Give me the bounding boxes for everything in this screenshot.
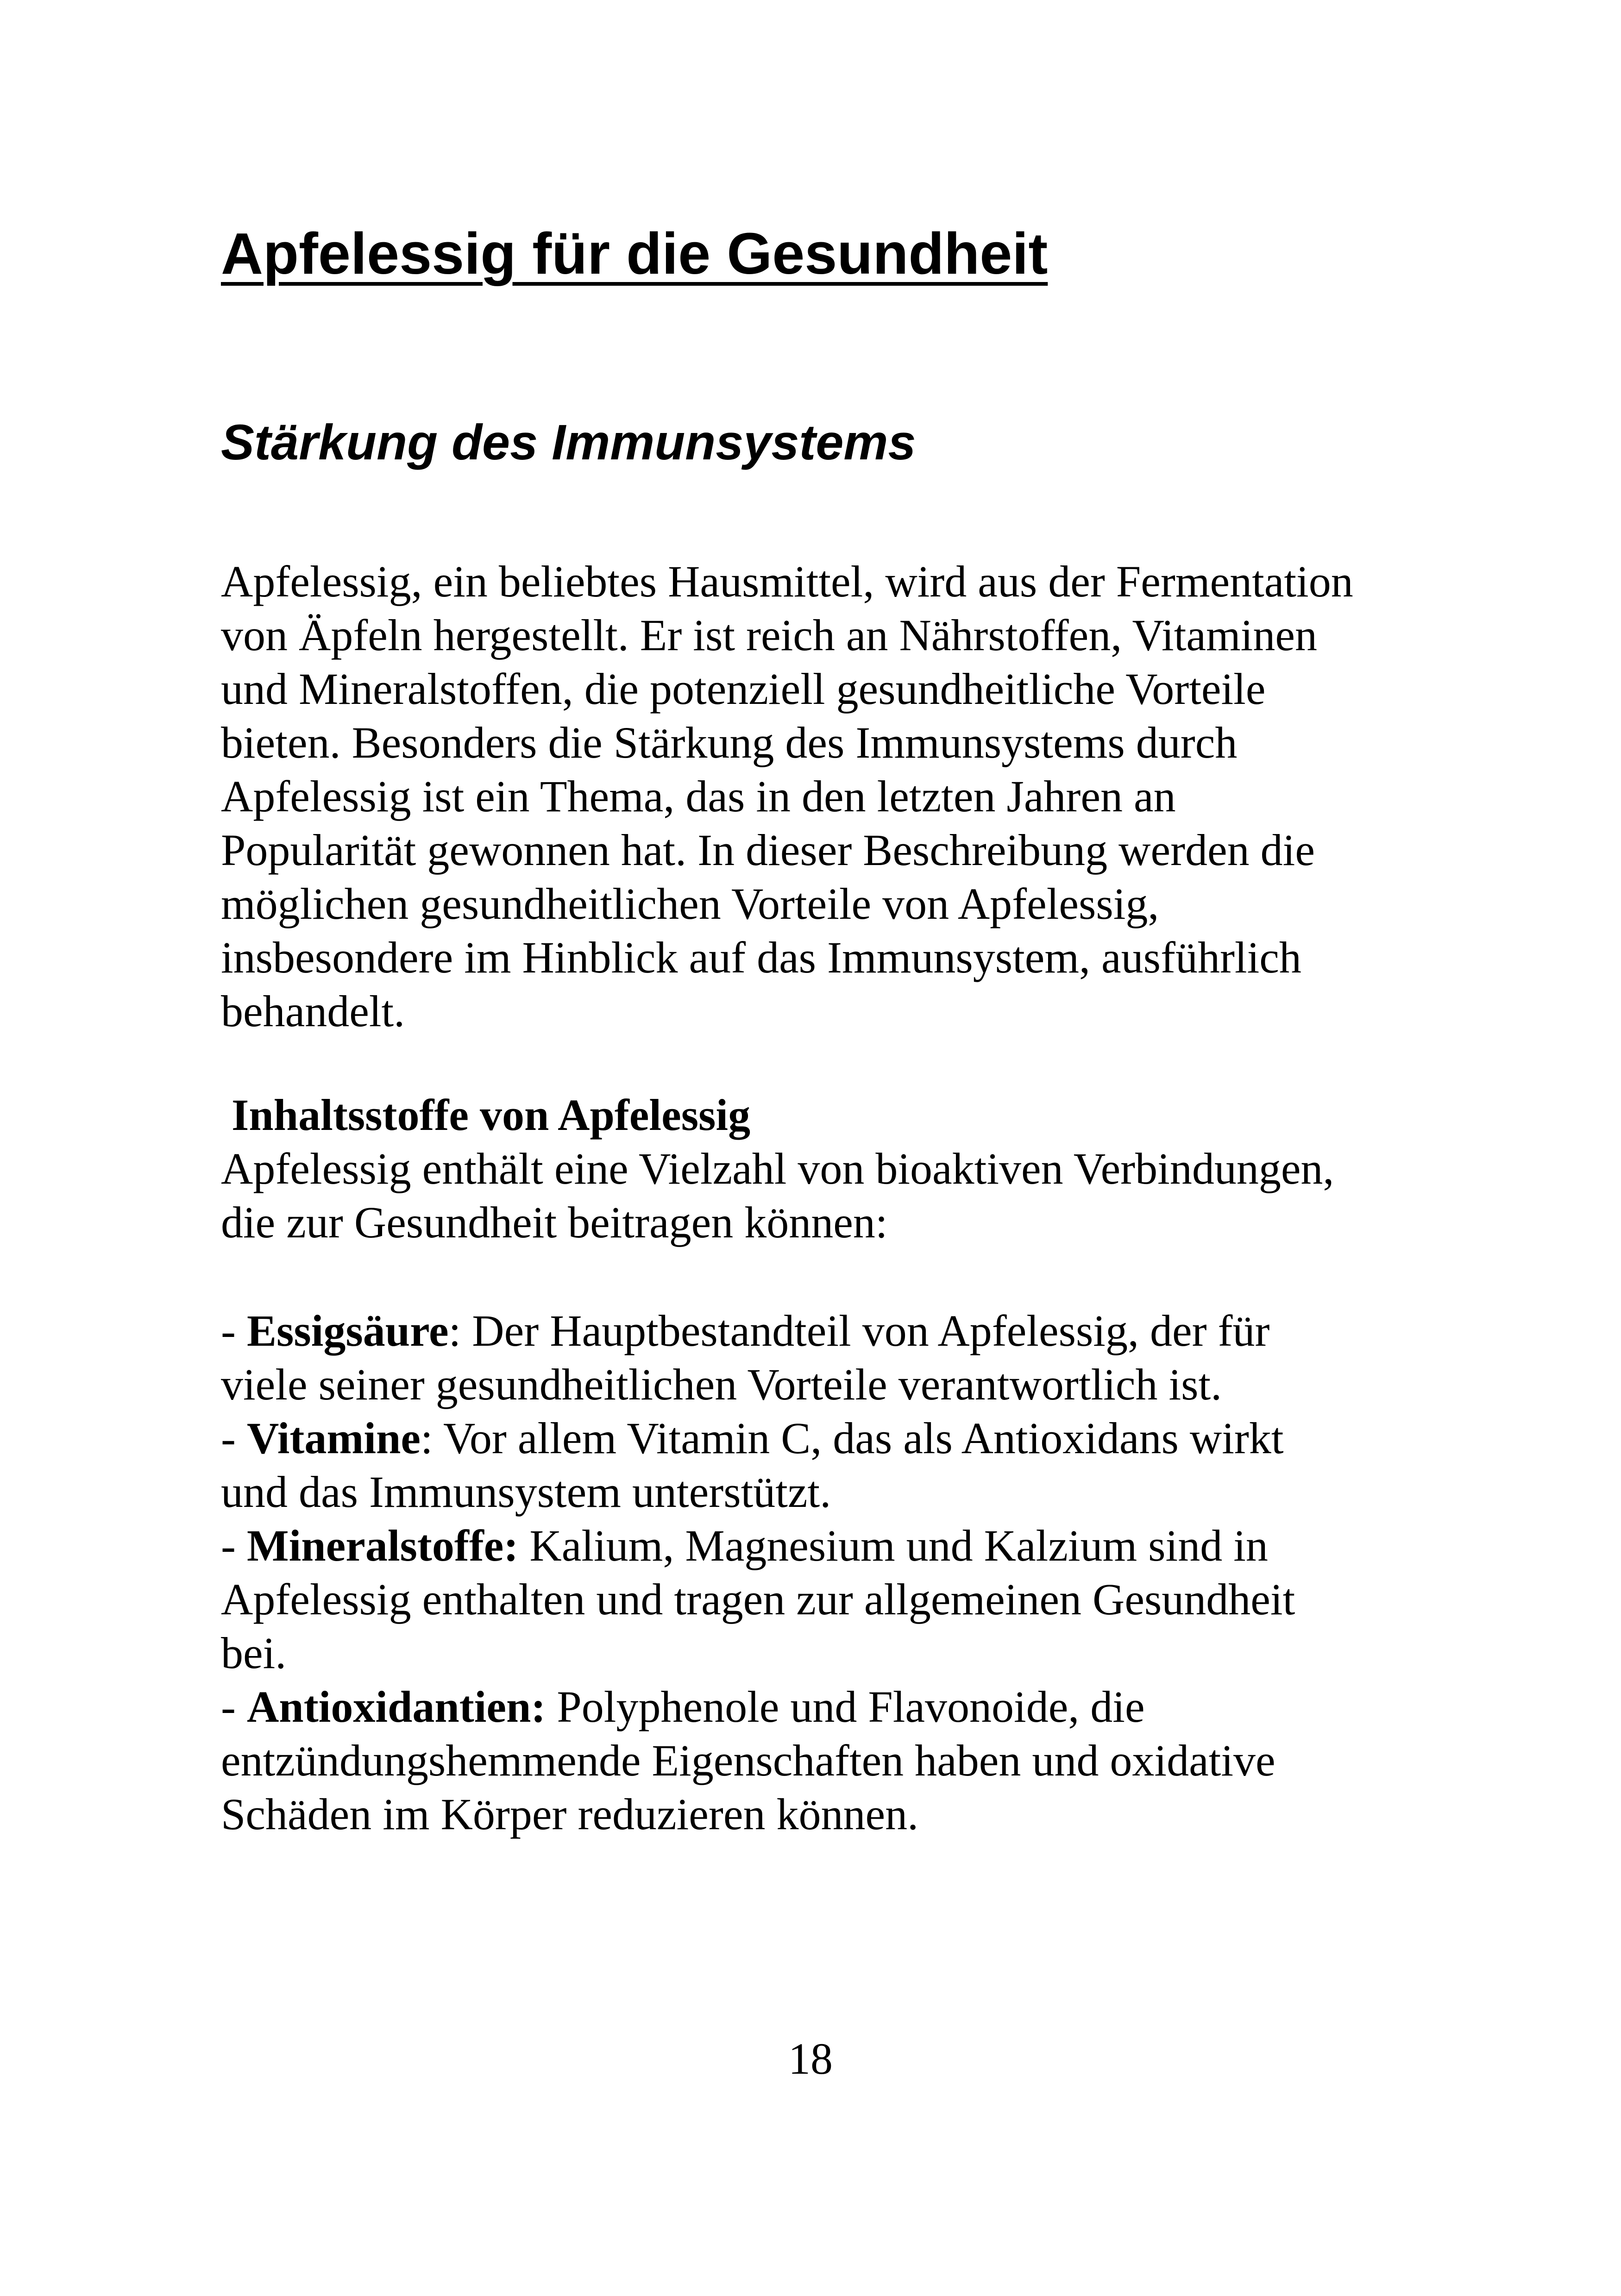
ingredient-list <box>221 1304 1434 1841</box>
text-line: möglichen gesundheitlichen Vorteile von Apfelessig, <box>221 879 1159 928</box>
list-item-continuation: Schäden im Körper reduzieren können. <box>221 1789 919 1839</box>
section-heading: Inhaltsstoffe von Apfelessig <box>232 1090 751 1140</box>
list-separator: : <box>448 1306 461 1355</box>
text-line: behandelt. <box>221 986 405 1036</box>
list-text: Polyphenole und Flavonoide, die <box>546 1682 1145 1731</box>
list-term: Essigsäure <box>246 1306 449 1355</box>
text-line: und Mineralstoffen, die potenziell gesundheitliche Vorteile <box>221 664 1266 714</box>
list-item-continuation: bei. <box>221 1628 287 1678</box>
list-item-continuation: Apfelessig enthalten und tragen zur allgemeinen Gesundheit <box>221 1575 1295 1624</box>
list-text: Vor allem Vitamin C, das als Antioxidans wirkt <box>433 1413 1284 1463</box>
list-item <box>221 1519 1434 1573</box>
list-bullet: - <box>221 1306 247 1355</box>
text-line: Popularität gewonnen hat. In dieser Beschreibung werden die <box>221 825 1315 875</box>
intro-paragraph <box>221 555 1434 1038</box>
list-item <box>221 1680 1434 1734</box>
text-line: Apfelessig, ein beliebtes Hausmittel, wird aus der Fermentation <box>221 557 1353 606</box>
list-bullet: - <box>221 1682 247 1731</box>
list-term: Antioxidantien: <box>246 1682 546 1731</box>
list-item-continuation: viele seiner gesundheitlichen Vorteile verantwortlich ist. <box>221 1360 1222 1409</box>
section-intro-paragraph <box>221 1142 1434 1249</box>
list-item <box>221 1411 1434 1465</box>
text-line: bieten. Besonders die Stärkung des Immunsystems durch <box>221 718 1238 767</box>
text-line: insbesondere im Hinblick auf das Immunsystem, ausführlich <box>221 933 1301 982</box>
list-text: Der Hauptbestandteil von Apfelessig, der für <box>461 1306 1270 1355</box>
list-term: Vitamine <box>246 1413 421 1463</box>
page-number: 18 <box>788 2034 833 2083</box>
text-line: Apfelessig ist ein Thema, das in den letzten Jahren an <box>221 772 1176 821</box>
section-subtitle: Stärkung des Immunsystems <box>221 414 916 470</box>
text-line: von Äpfeln hergestellt. Er ist reich an Nährstoffen, Vitaminen <box>221 610 1317 660</box>
list-item-continuation: und das Immunsystem unterstützt. <box>221 1467 831 1517</box>
list-bullet: - <box>221 1521 247 1570</box>
text-line: die zur Gesundheit beitragen können: <box>221 1198 888 1247</box>
text-line: Apfelessig enthält eine Vielzahl von bioaktiven Verbindungen, <box>221 1144 1334 1193</box>
list-item <box>221 1304 1434 1358</box>
page-title: Apfelessig für die Gesundheit <box>221 221 1048 286</box>
list-separator: : <box>421 1413 433 1463</box>
list-bullet: - <box>221 1413 247 1463</box>
list-text: Kalium, Magnesium und Kalzium sind in <box>518 1521 1268 1570</box>
list-term: Mineralstoffe: <box>246 1521 519 1570</box>
list-item-continuation: entzündungshemmende Eigenschaften haben und oxidative <box>221 1736 1275 1785</box>
